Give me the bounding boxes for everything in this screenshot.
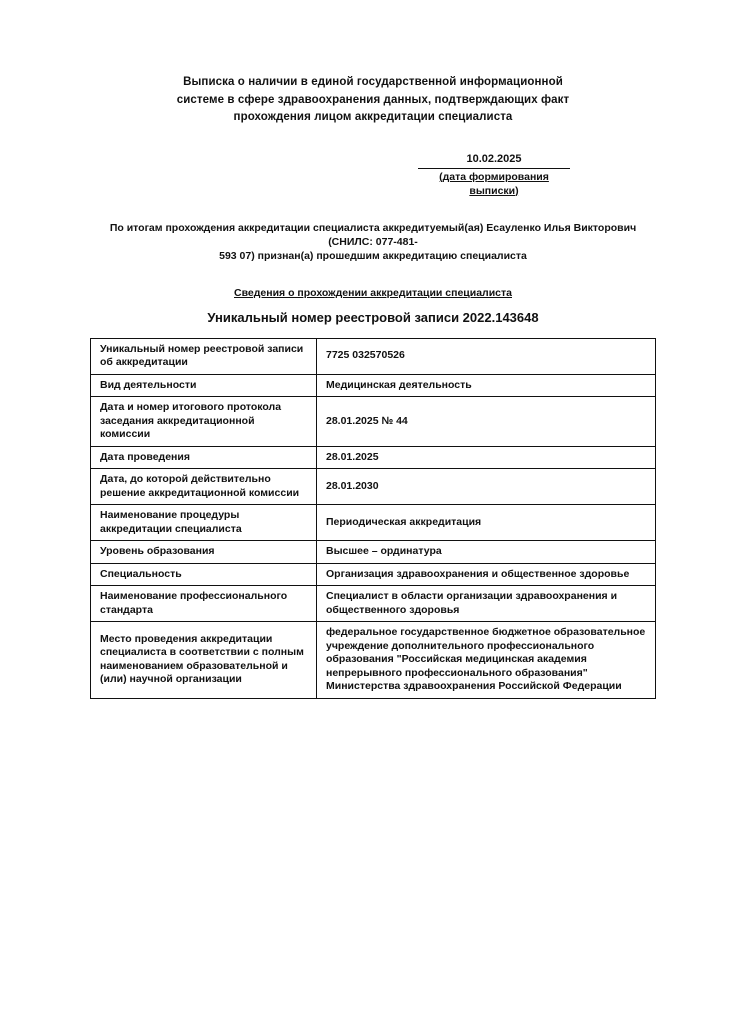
table-row — [91, 586, 656, 622]
field-value-cell: Организация здравоохранения и общественное здоровье — [317, 563, 656, 586]
field-value-cell: Высшее – ординатура — [317, 541, 656, 564]
table-row — [91, 338, 656, 374]
document-title — [90, 74, 656, 127]
field-value-cell: Медицинская деятельность — [317, 374, 656, 397]
field-label-cell: Наименование профессионального стандарта — [91, 586, 317, 622]
field-label-cell: Наименование процедуры аккредитации специалиста — [91, 505, 317, 541]
field-label-cell: Специальность — [91, 563, 317, 586]
field-value-cell: 7725 032570526 — [317, 338, 656, 374]
field-label-cell: Уровень образования — [91, 541, 317, 564]
intro-paragraph-line: По итогам прохождения аккредитации специалиста аккредитуемый(ая) Есауленко Илья Викторович (СНИЛС: 077-481- — [109, 221, 637, 248]
section-heading: Сведения о прохождении аккредитации специалиста — [234, 286, 512, 299]
field-label-cell: Дата и номер итогового протокола заседания аккредитационной комиссии — [91, 397, 317, 447]
table-row — [91, 563, 656, 586]
registry-record-heading: Уникальный номер реестровой записи 2022.143648 — [207, 309, 539, 325]
field-label-cell: Вид деятельности — [91, 374, 317, 397]
intro-paragraph — [90, 221, 656, 263]
intro-paragraph-line: 593 07) признан(а) прошедшим аккредитацию специалиста — [219, 249, 527, 262]
table-row — [91, 446, 656, 469]
accreditation-info-table — [90, 338, 656, 699]
table-row — [91, 397, 656, 447]
field-label-cell: Дата проведения — [91, 446, 317, 469]
table-row — [91, 541, 656, 564]
field-value-cell: 28.01.2025 — [317, 446, 656, 469]
field-label-cell: Уникальный номер реестровой записи об аккредитации — [91, 338, 317, 374]
table-row — [91, 622, 656, 699]
field-value-cell: федеральное государственное бюджетное образовательное учреждение дополнительного профессионального образования "Российская медицинская академия непрерывного профессионального образования" Министерства здравоохранения Российской Федерации — [317, 622, 656, 699]
field-label-cell: Дата, до которой действительно решение аккредитационной комиссии — [91, 469, 317, 505]
document-title-line: Выписка о наличии в единой государственной информационной — [183, 76, 563, 88]
field-value-cell: Периодическая аккредитация — [317, 505, 656, 541]
field-value-cell: Специалист в области организации здравоохранения и общественного здоровья — [317, 586, 656, 622]
table-row — [91, 469, 656, 505]
field-value-cell: 28.01.2030 — [317, 469, 656, 505]
document-title-line: прохождения лицом аккредитации специалиста — [233, 111, 513, 123]
extract-date-block — [418, 153, 570, 198]
field-value-cell: 28.01.2025 № 44 — [317, 397, 656, 447]
table-row — [91, 374, 656, 397]
document-title-line: системе в сфере здравоохранения данных, подтверждающих факт — [176, 93, 570, 106]
extract-date: 10.02.2025 — [418, 153, 570, 169]
extract-date-caption: (дата формирования выписки) — [439, 170, 549, 197]
table-row — [91, 505, 656, 541]
field-label-cell: Место проведения аккредитации специалиста в соответствии с полным наименованием образовательной и (или) научной организации — [91, 622, 317, 699]
document-body — [90, 0, 656, 699]
